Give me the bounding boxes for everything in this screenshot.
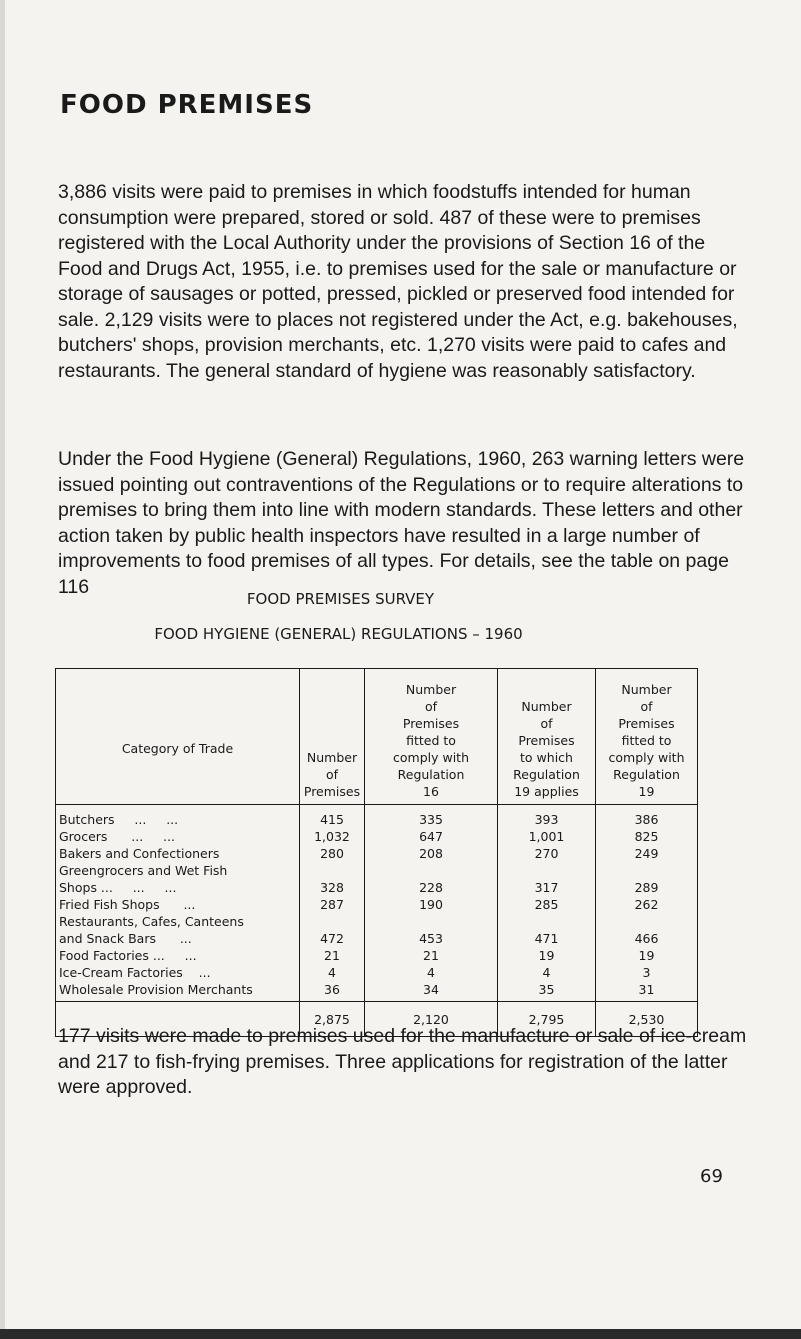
row-premises: 415	[300, 805, 365, 829]
header-premises	[300, 669, 365, 805]
row-reg16: 34	[365, 981, 498, 1002]
row-reg19-applies: 1,001	[498, 828, 596, 845]
row-reg16: 228	[365, 862, 498, 896]
page-number: 69	[700, 1166, 723, 1187]
table-row	[56, 964, 698, 981]
row-reg16: 647	[365, 828, 498, 845]
row-reg19-fitted: 289	[596, 862, 698, 896]
row-reg19-applies: 4	[498, 964, 596, 981]
header-reg16	[365, 669, 498, 805]
row-category: Fried Fish Shops ...	[56, 896, 300, 913]
row-category: Grocers ... ...	[56, 828, 300, 845]
row-category: Ice-Cream Factories ...	[56, 964, 300, 981]
row-category: Bakers and Confectioners	[56, 845, 300, 862]
table-row	[56, 981, 698, 1002]
row-reg16: 208	[365, 845, 498, 862]
row-reg19-fitted: 262	[596, 896, 698, 913]
header-premises-label: Number of Premises	[303, 750, 361, 799]
row-reg19-applies: 270	[498, 845, 596, 862]
row-reg19-applies: 285	[498, 896, 596, 913]
row-category: Greengrocers and Wet Fish Shops ... ... ...	[56, 862, 300, 896]
row-reg19-fitted: 19	[596, 947, 698, 964]
row-category: Wholesale Provision Merchants	[56, 981, 300, 1002]
header-reg16-label: Number of Premises fitted to comply with Regulation 16	[393, 682, 469, 799]
row-reg19-applies: 19	[498, 947, 596, 964]
row-premises: 36	[300, 981, 365, 1002]
row-reg19-fitted: 3	[596, 964, 698, 981]
total-reg16: 2,120	[365, 1002, 498, 1037]
table-row	[56, 896, 698, 913]
table-caption: FOOD PREMISES SURVEY	[246, 590, 435, 608]
row-premises: 4	[300, 964, 365, 981]
row-reg16: 190	[365, 896, 498, 913]
row-reg19-fitted: 466	[596, 913, 698, 947]
row-reg19-applies: 35	[498, 981, 596, 1002]
row-premises: 21	[300, 947, 365, 964]
page-edge-shadow	[0, 0, 5, 1339]
row-category: Food Factories ... ...	[56, 947, 300, 964]
header-reg19-applies	[498, 669, 596, 805]
row-reg16: 4	[365, 964, 498, 981]
page-title: FOOD PREMISES	[60, 90, 314, 120]
paragraph-visits: 3,886 visits were paid to premises in which foodstuffs intended for human consumption were prepared, stored or sold. 487 of these were to premises registered with the Local Authority under the provisions of Section 16 of the Food and Drugs Act, 1955, i.e. to premises used for the sale or manufacture or storage of sausages or potted, pressed, pickled or preserved food intended for sale. 2,129 visits were to places not registered under the Act, e.g. bakehouses, butchers' shops, provision merchants, etc. 1,270 visits were paid to cafes and restaurants. The general standard of hygiene was reasonably satisfactory.	[58, 181, 738, 382]
table-header-row	[56, 669, 698, 805]
row-category: Butchers ... ...	[56, 805, 300, 829]
row-reg19-fitted: 825	[596, 828, 698, 845]
row-reg19-applies: 317	[498, 862, 596, 896]
scan-bottom-edge	[0, 1329, 801, 1339]
paragraph-regulations: Under the Food Hygiene (General) Regulations, 1960, 263 warning letters were issued pointing out contraventions of the Regulations or to require alterations to premises to bring them into line with modern standards. These letters and other action taken by public health inspectors have resulted in a large number of improvements to food premises of all types. For details, see the table on page 116	[58, 448, 745, 598]
row-premises: 280	[300, 845, 365, 862]
total-reg19-fitted: 2,530	[596, 1002, 698, 1037]
total-reg19-applies: 2,795	[498, 1002, 596, 1037]
header-reg19-applies-label: Number of Premises to which Regulation 19 applies	[513, 699, 580, 799]
table-row	[56, 805, 698, 829]
header-category-label: Category of Trade	[121, 741, 234, 756]
row-premises: 328	[300, 862, 365, 896]
header-reg19-fitted	[596, 669, 698, 805]
table-row	[56, 862, 698, 896]
row-reg16: 453	[365, 913, 498, 947]
food-premises-survey-table	[55, 668, 698, 1037]
row-premises: 472	[300, 913, 365, 947]
row-reg19-fitted: 249	[596, 845, 698, 862]
row-reg19-fitted: 31	[596, 981, 698, 1002]
row-premises: 1,032	[300, 828, 365, 845]
total-premises: 2,875	[300, 1002, 365, 1037]
row-reg16: 335	[365, 805, 498, 829]
row-reg19-applies: 393	[498, 805, 596, 829]
row-reg19-applies: 471	[498, 913, 596, 947]
paragraph-ice-cream: 177 visits were made to premises used for the manufacture or sale of ice-cream and 217 to fish-frying premises. Three applications for registration of the latter were approved.	[58, 1025, 747, 1098]
table-row	[56, 845, 698, 862]
table-row	[56, 913, 698, 947]
row-reg19-fitted: 386	[596, 805, 698, 829]
header-reg19-fitted-label: Number of Premises fitted to comply with Regulation 19	[608, 682, 685, 799]
table-row	[56, 947, 698, 964]
table-row	[56, 828, 698, 845]
header-category	[56, 669, 300, 805]
row-premises: 287	[300, 896, 365, 913]
row-category: Restaurants, Cafes, Canteens and Snack Bars ...	[56, 913, 300, 947]
table-subcaption: FOOD HYGIENE (GENERAL) REGULATIONS – 1960	[154, 625, 523, 643]
row-reg16: 21	[365, 947, 498, 964]
